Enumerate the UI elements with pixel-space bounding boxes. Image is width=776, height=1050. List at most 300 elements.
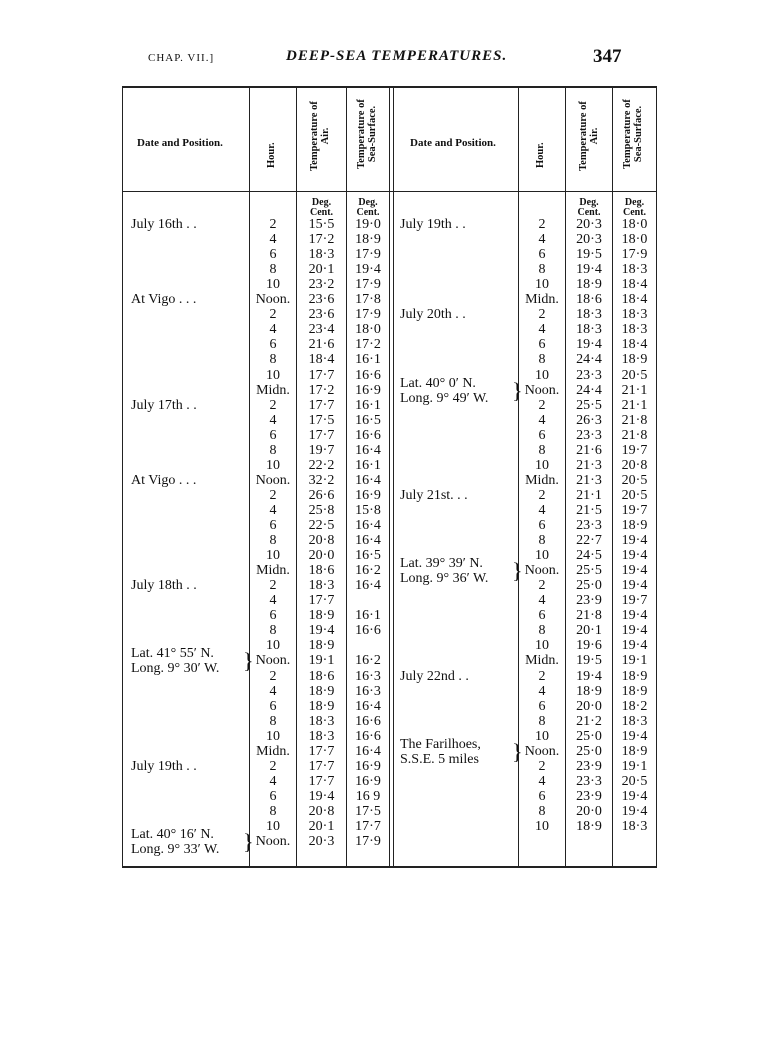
cell-sea: 16·4 [355,533,381,549]
cell-air: 18·9 [576,277,602,293]
cell-air: 19·4 [576,337,602,353]
cell-hour: 10 [266,638,280,654]
cell-hour: Noon. [255,834,291,850]
cell-hour: 2 [538,758,546,774]
cell-hour: Noon. [524,382,560,398]
col-rule-double [389,88,390,866]
cell-sea: 17·9 [355,247,381,263]
cell-hour: 4 [269,593,277,609]
cell-sea: 16·1 [355,608,381,624]
cell-air: 17·7 [308,427,335,443]
cell-air: 24·5 [576,548,602,564]
cell-label2: Long. 9° 36′ W. [400,571,489,587]
cell-sea: 19·4 [621,638,648,654]
cell-hour: 6 [538,518,546,533]
cell-hour: 6 [538,337,546,353]
cell-sea: 16·5 [355,548,381,564]
cell-air: 18·6 [308,563,335,579]
brace-glyph: } [512,377,523,403]
cell-hour: 6 [538,698,546,714]
cell-hour: 8 [538,533,546,549]
cell-air: 19·1 [308,653,335,669]
cell-label: Lat. 40° 16′ N. [131,827,214,843]
cell-hour: 8 [538,442,546,458]
cell-sea: 18·0 [355,322,381,338]
cell-sea: 16·4 [355,578,381,594]
brace-glyph: } [512,738,523,764]
cell-sea: 16·6 [355,367,381,383]
cell-hour: 8 [269,262,277,278]
cell-hour: Midn. [525,472,559,488]
cell-hour: 4 [538,773,546,789]
cell-air: 23·6 [308,307,335,323]
cell-sea: 18·3 [621,262,648,278]
cell-sea: 16·4 [355,698,381,714]
cell-air: 18·3 [308,247,335,263]
cell-sea: 17·9 [355,277,381,293]
cell-sea: 16·6 [355,623,381,639]
cell-label2: S.S.E. 5 miles [400,751,479,767]
cell-air: 18·6 [308,668,335,684]
cell-air: 21·8 [576,608,602,624]
cell-sea: 21·8 [621,412,648,428]
cell-hour: 8 [269,713,277,729]
cell-sea: 19·4 [621,533,648,549]
cell-label: July 19th . . [131,758,197,774]
cell-air: 18·9 [576,683,602,699]
cell-sea: 16·1 [355,457,381,473]
cell-air: 25·0 [576,728,602,744]
cell-sea: 17·9 [355,834,381,850]
cell-hour: 8 [538,803,546,819]
cell-hour: Midn. [256,382,290,398]
cell-hour: 10 [535,457,549,473]
cell-sea: 19·7 [621,593,648,609]
cell-hour: 4 [269,683,277,699]
cell-sea: 16·9 [355,382,381,398]
cell-sea: 19·4 [621,728,648,744]
cell-air: 18·9 [308,698,335,714]
cell-sea: 20·5 [621,472,648,488]
cell-air: 23·2 [308,277,335,293]
cell-sea: 17·9 [355,307,381,323]
cell-label: At Vigo . . . [131,292,197,308]
cell-hour: 4 [538,683,546,699]
page-title: DEEP-SEA TEMPERATURES. [286,48,508,64]
cell-hour: 4 [538,322,546,338]
cell-sea: 17·7 [355,819,381,834]
cell-sea: 20·5 [621,773,648,789]
cell-air: 21·1 [576,487,602,503]
cell-sea: 19·4 [621,608,648,624]
cell-air: 23·9 [576,788,602,804]
cell-air: 18·3 [576,322,602,338]
cell-sea: 20·5 [621,367,648,383]
col-rule [122,88,123,866]
cell-label: Lat. 41° 55′ N. [131,646,214,662]
cell-sea: 19·4 [621,548,648,564]
header-hour: Hour. [535,142,546,168]
cell-air: 19·7 [308,442,335,458]
cell-sea: 16 9 [355,788,381,804]
cell-label: Lat. 39° 39′ N. [400,556,483,572]
cell-air: 19·4 [576,262,602,278]
cell-air: 26·6 [308,487,335,503]
cell-sea: 16·4 [355,472,381,488]
cell-hour: 8 [538,352,546,368]
cell-hour: 10 [535,277,549,293]
cell-sea: 19·7 [621,502,648,518]
cell-hour: 2 [538,397,546,413]
cell-hour: 10 [266,728,280,744]
cell-hour: 2 [269,217,277,232]
cell-hour: 6 [538,608,546,624]
cell-hour: 10 [535,819,549,834]
cell-label: Lat. 40° 0′ N. [400,375,476,391]
unit-cent: Cent. [309,207,334,218]
cell-sea: 16·4 [355,442,381,458]
cell-air: 21·6 [576,442,602,458]
brace-glyph: } [243,829,254,855]
header-air: Temperature of Air. [578,101,600,171]
cell-air: 23·9 [576,758,602,774]
cell-hour: 8 [538,623,546,639]
cell-hour: 4 [538,593,546,609]
cell-hour: 8 [269,442,277,458]
cell-label: July 16th . . [131,217,197,232]
cell-air: 25·8 [308,502,335,518]
cell-air: 23·9 [576,593,602,609]
cell-air: 20·1 [308,819,335,834]
cell-hour: 10 [266,277,280,293]
cell-hour: 4 [538,232,546,248]
cell-air: 22·5 [308,518,335,533]
cell-sea: 16·6 [355,427,381,443]
cell-air: 20·1 [308,262,335,278]
cell-sea: 16·6 [355,728,381,744]
cell-air: 23·3 [576,518,602,533]
cell-hour: 2 [538,487,546,503]
unit-label [347,198,389,218]
cell-sea: 16·1 [355,397,381,413]
cell-label2: Long. 9° 30′ W. [131,661,220,677]
cell-air: 20·0 [576,698,602,714]
cell-air: 32·2 [308,472,335,488]
cell-hour: 4 [269,232,277,248]
cell-label: July 18th . . [131,578,197,594]
cell-sea: 18·9 [621,518,648,533]
cell-air: 18·3 [308,578,335,594]
cell-sea: 16·3 [355,668,381,684]
cell-air: 18·3 [308,728,335,744]
cell-hour: 10 [266,819,280,834]
cell-sea: 18·9 [621,683,648,699]
cell-sea: 18·4 [621,337,648,353]
page-number: 347 [593,46,622,67]
cell-sea: 17·9 [621,247,648,263]
cell-sea: 16·4 [355,743,381,759]
cell-air: 17·2 [308,382,335,398]
cell-sea: 19·4 [621,623,648,639]
cell-hour: 6 [538,247,546,263]
cell-sea: 16·3 [355,683,381,699]
unit-deg: Deg. [358,197,378,208]
cell-air: 21·6 [308,337,335,353]
cell-air: 19·4 [308,788,335,804]
cell-sea: 16·2 [355,653,381,669]
cell-sea: 18·9 [355,232,381,248]
cell-air: 20·3 [576,232,602,248]
cell-air: 17·7 [308,397,335,413]
header-date-position: Date and Position. [410,137,496,149]
cell-air: 18·3 [576,307,602,323]
cell-hour: 6 [269,788,277,804]
brace-glyph: } [243,648,254,674]
cell-sea: 19·0 [355,217,381,232]
cell-hour: 6 [269,427,277,443]
cell-hour: 8 [269,352,277,368]
cell-hour: 6 [269,247,277,263]
cell-hour: 6 [538,427,546,443]
cell-air: 20·8 [308,533,335,549]
cell-sea: 18·9 [621,352,648,368]
cell-sea: 19·4 [621,563,648,579]
cell-hour: 6 [269,337,277,353]
cell-air: 17·7 [308,773,335,789]
cell-air: 25·0 [576,578,602,594]
cell-air: 21·2 [576,713,602,729]
cell-air: 25·5 [576,563,602,579]
cell-air: 22·2 [308,457,335,473]
cell-sea: 19·1 [621,653,648,669]
cell-air: 19·5 [576,653,602,669]
cell-air: 20·0 [308,548,335,564]
cell-air: 18·6 [576,292,602,308]
cell-sea: 20·5 [621,487,648,503]
cell-air: 17·7 [308,593,335,609]
cell-hour: 4 [269,412,277,428]
unit-label [297,198,346,218]
cell-air: 19·4 [308,623,335,639]
cell-sea: 16·5 [355,412,381,428]
cell-air: 18·4 [308,352,335,368]
table-bottom-rule [122,866,657,868]
cell-label: July 20th . . [400,307,466,323]
cell-hour: 2 [269,487,277,503]
cell-hour: 6 [269,518,277,533]
running-head [0,46,776,68]
unit-cent: Cent. [356,207,380,218]
cell-sea: 16·9 [355,773,381,789]
cell-sea: 20·8 [621,457,648,473]
cell-hour: 10 [266,457,280,473]
cell-sea: 18·9 [621,668,648,684]
cell-hour: Noon. [524,563,560,579]
cell-sea: 16·9 [355,487,381,503]
cell-sea: 19·7 [621,442,648,458]
unit-deg: Deg. [311,197,332,208]
cell-air: 17·7 [308,743,335,759]
header-hour: Hour. [266,142,277,168]
cell-sea: 18·9 [621,743,648,759]
cell-air: 20·3 [308,834,335,850]
header-date-position: Date and Position. [137,137,223,149]
cell-hour: 2 [538,668,546,684]
cell-hour: 4 [269,502,277,518]
cell-hour: 2 [269,578,277,594]
cell-hour: 2 [538,578,546,594]
cell-air: 21·5 [576,502,602,518]
col-rule-double [393,88,394,866]
header-sea: Temperature of Sea-Surface. [356,99,378,169]
cell-air: 23·4 [308,322,335,338]
cell-sea: 19·4 [621,578,648,594]
cell-air: 19·4 [576,668,602,684]
unit-label [613,198,656,218]
cell-air: 24·4 [576,382,602,398]
cell-sea: 15·8 [355,502,381,518]
cell-label: At Vigo . . . [131,472,197,488]
cell-label: July 21st. . . [400,487,468,503]
cell-hour: 4 [269,773,277,789]
cell-sea: 17·5 [355,803,381,819]
cell-sea: 21·1 [621,397,648,413]
cell-hour: 2 [269,668,277,684]
cell-air: 24·4 [576,352,602,368]
cell-air: 21·3 [576,457,602,473]
cell-sea: 18·0 [621,232,648,248]
cell-sea: 17·8 [355,292,381,308]
cell-hour: Midn. [256,563,290,579]
cell-hour: Noon. [255,292,291,308]
cell-hour: 6 [538,788,546,804]
header-air: Temperature of Air. [309,101,331,171]
cell-sea: 19·4 [621,803,648,819]
cell-hour: 6 [269,698,277,714]
cell-hour: 4 [538,502,546,518]
cell-hour: 2 [269,307,277,323]
cell-label: July 19th . . [400,217,466,232]
unit-deg: Deg. [624,197,645,208]
cell-sea: 16·1 [355,352,381,368]
cell-air: 18·9 [308,608,335,624]
cell-air: 25·5 [576,397,602,413]
cell-hour: 8 [538,262,546,278]
cell-hour: 10 [535,548,549,564]
cell-hour: 2 [269,758,277,774]
cell-sea: 18·2 [621,698,648,714]
cell-air: 26·3 [576,412,602,428]
cell-air: 18·9 [308,638,335,654]
cell-hour: Noon. [255,472,291,488]
cell-sea: 18·0 [621,217,648,232]
cell-label: July 17th . . [131,397,197,413]
cell-air: 21·3 [576,472,602,488]
cell-hour: Noon. [524,743,560,759]
cell-hour: Midn. [256,743,290,759]
cell-hour: 2 [538,217,546,232]
cell-sea: 18·3 [621,307,648,323]
cell-air: 17·7 [308,758,335,774]
cell-hour: Midn. [525,292,559,308]
cell-hour: 4 [538,412,546,428]
cell-sea: 16·2 [355,563,381,579]
cell-air: 17·5 [308,412,335,428]
col-rule [656,88,657,866]
cell-sea: 18·4 [621,277,648,293]
cell-air: 22·7 [576,533,602,549]
cell-sea: 19·4 [621,788,648,804]
cell-sea: 16·4 [355,518,381,533]
cell-sea: 21·8 [621,427,648,443]
cell-hour: 2 [269,397,277,413]
cell-sea: 18·3 [621,713,648,729]
cell-hour: 10 [535,638,549,654]
cell-sea: 17·2 [355,337,381,353]
cell-air: 18·9 [576,819,602,834]
cell-hour: 4 [269,322,277,338]
cell-label: The Farilhoes, [400,736,481,752]
cell-air: 23·6 [308,292,335,308]
cell-hour: Noon. [255,653,291,669]
cell-hour: 10 [266,548,280,564]
cell-hour: 8 [269,803,277,819]
cell-hour: 8 [269,533,277,549]
cell-air: 18·3 [308,713,335,729]
cell-air: 20·0 [576,803,602,819]
unit-label [566,198,612,218]
cell-hour: Midn. [525,653,559,669]
cell-sea: 19·1 [621,758,648,774]
cell-air: 20·3 [576,217,602,232]
cell-sea: 18·4 [621,292,648,308]
cell-air: 17·2 [308,232,335,248]
cell-air: 19·6 [576,638,602,654]
cell-air: 17·7 [308,367,335,383]
cell-air: 20·8 [308,803,335,819]
brace-glyph: } [512,558,523,584]
header-sea: Temperature of Sea-Surface. [622,99,644,169]
cell-air: 23·3 [576,427,602,443]
unit-cent: Cent. [577,207,601,218]
cell-label2: Long. 9° 33′ W. [131,842,220,858]
cell-hour: 2 [538,307,546,323]
cell-air: 25·0 [576,743,602,759]
cell-hour: 10 [266,367,280,383]
cell-air: 23·3 [576,773,602,789]
cell-air: 23·3 [576,367,602,383]
cell-sea: 16·6 [355,713,381,729]
cell-sea: 21·1 [621,382,648,398]
cell-hour: 6 [269,608,277,624]
cell-air: 19·5 [576,247,602,263]
cell-sea: 18·3 [621,819,648,834]
cell-air: 18·9 [308,683,335,699]
cell-hour: 10 [535,367,549,383]
unit-cent: Cent. [622,207,647,218]
chapter-label: CHAP. VII.] [148,52,215,64]
cell-sea: 18·3 [621,322,648,338]
cell-air: 15·5 [308,217,335,232]
cell-air: 20·1 [576,623,602,639]
cell-sea: 16·9 [355,758,381,774]
cell-sea: 19·4 [355,262,381,278]
cell-hour: 8 [269,623,277,639]
cell-label2: Long. 9° 49′ W. [400,390,489,406]
cell-hour: 10 [535,728,549,744]
cell-hour: 8 [538,713,546,729]
cell-label: July 22nd . . [400,668,469,684]
